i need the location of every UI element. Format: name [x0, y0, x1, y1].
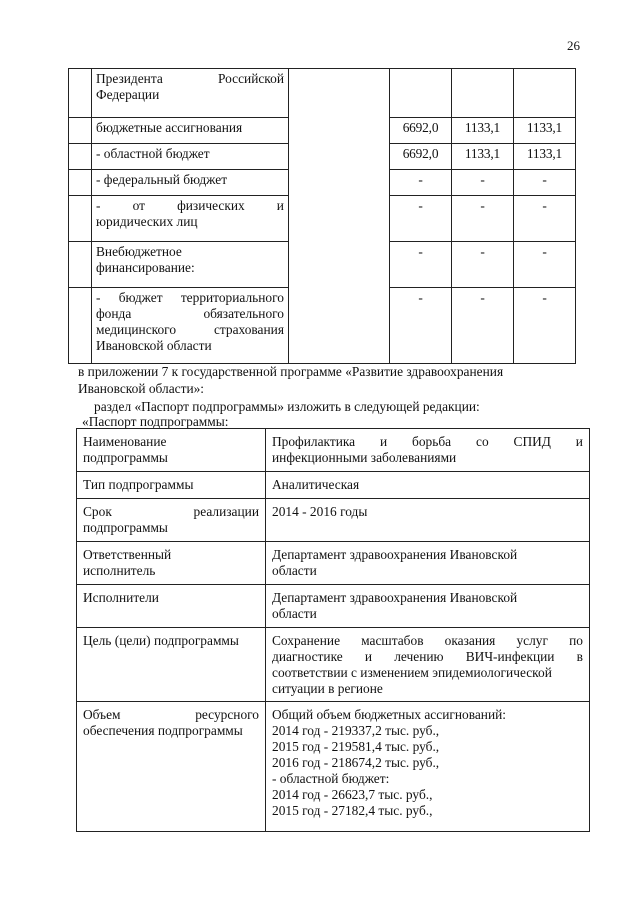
passport-value-line [272, 450, 583, 466]
finance-label-cell [92, 242, 289, 288]
passport-value-word: Аналитическая [272, 477, 360, 492]
passport-value-word: 2015 год - 27182,4 тыс. руб., [272, 803, 433, 818]
passport-value-word: инфекционными заболеваниями [272, 450, 457, 465]
row-index-cell [69, 69, 92, 118]
passport-value-word: в [576, 649, 583, 664]
passport-value-word: услуг [516, 633, 548, 648]
passport-value-word: лечению [394, 649, 444, 664]
passport-value-line [272, 739, 583, 755]
passport-value-word: Департамент здравоохранения Ивановской [272, 547, 518, 562]
passport-row [77, 585, 590, 628]
finance-value-cell: - [514, 196, 576, 242]
finance-label-word: территориального [180, 290, 284, 305]
passport-row [77, 499, 590, 542]
finance-table [68, 68, 576, 364]
passport-value-word: масштабов [361, 633, 424, 648]
passport-value-word: оказания [444, 633, 496, 648]
passport-value-line [272, 633, 583, 649]
passport-value-line [272, 787, 583, 803]
passport-value-line [272, 665, 583, 681]
passport-value-cell [266, 702, 590, 832]
passport-value-cell [266, 585, 590, 628]
passport-label-word: подпрограммы [83, 520, 168, 535]
finance-table-body [69, 69, 576, 364]
page-number: 26 [567, 38, 580, 53]
passport-value-line [272, 681, 583, 697]
passport-value-word: и [575, 434, 583, 449]
finance-value-cell: - [452, 242, 514, 288]
passport-value-word: соответствии с изменением эпидемиологической [272, 665, 552, 680]
passport-value-cell [266, 429, 590, 472]
passport-value-word: 2014 - 2016 годы [272, 504, 368, 519]
intro-line-3: раздел «Паспорт подпрограммы» изложить в следующей редакции: [94, 399, 480, 414]
finance-row [69, 69, 576, 118]
row-index-cell [69, 242, 92, 288]
intro-line-1: в приложении 7 к государственной программе «Развитие здравоохранения [78, 364, 504, 379]
finance-label-line [96, 71, 284, 87]
passport-value-line [272, 606, 583, 622]
passport-label-cell [77, 585, 266, 628]
passport-value-word: диагностике [272, 649, 343, 664]
finance-label-word: и [276, 198, 284, 213]
passport-label-line [83, 504, 259, 520]
passport-value-word: и [380, 434, 388, 449]
passport-label-word: Исполнители [83, 590, 159, 605]
merged-empty-cell [289, 69, 390, 364]
passport-table [76, 428, 590, 832]
finance-label-cell [92, 144, 289, 170]
finance-label-word: - [96, 290, 101, 305]
passport-value-word: 2015 год - 219581,4 тыс. руб., [272, 739, 440, 754]
finance-label-word: - областной бюджет [96, 146, 210, 161]
finance-value-cell: - [390, 170, 452, 196]
passport-label-line [83, 477, 259, 493]
row-index-cell [69, 288, 92, 364]
finance-value-cell: - [452, 196, 514, 242]
passport-value-line [272, 723, 583, 739]
finance-label-word: Федерации [96, 87, 160, 102]
finance-label-word: от [132, 198, 145, 213]
finance-label-word: страхования [213, 322, 284, 337]
passport-value-word: области [272, 563, 317, 578]
passport-value-word: и [364, 649, 373, 664]
finance-label-word: Внебюджетное [96, 244, 182, 259]
row-index-cell [69, 118, 92, 144]
row-index-cell [69, 196, 92, 242]
finance-label-line [96, 120, 284, 136]
finance-value-cell: - [390, 288, 452, 364]
passport-label-line [83, 547, 259, 563]
passport-value-line [272, 547, 583, 563]
finance-value-cell: - [514, 242, 576, 288]
passport-label-line [83, 563, 259, 579]
finance-label-cell [92, 69, 289, 118]
passport-row [77, 628, 590, 702]
passport-label-line [83, 520, 259, 536]
passport-label-cell [77, 702, 266, 832]
passport-label-word: реализации [193, 504, 259, 519]
passport-label-word: Тип подпрограммы [83, 477, 194, 492]
passport-value-word: Общий объем бюджетных ассигнований: [272, 707, 507, 722]
passport-value-word: СПИД [513, 434, 551, 449]
intro-line-2: Ивановской области»: [78, 381, 205, 396]
passport-value-line [272, 707, 583, 723]
passport-value-word: 2016 год - 218674,2 тыс. руб., [272, 755, 440, 770]
passport-row [77, 429, 590, 472]
passport-label-line [83, 707, 259, 723]
finance-label-word: бюджет [118, 290, 163, 305]
row-index-cell [69, 144, 92, 170]
passport-label-cell [77, 429, 266, 472]
finance-value-cell: - [390, 196, 452, 242]
finance-label-cell [92, 118, 289, 144]
passport-label-word: Объем [83, 707, 121, 722]
passport-label-line [83, 590, 259, 606]
passport-table-body [77, 429, 590, 832]
passport-value-word: 2014 год - 219337,2 тыс. руб., [272, 723, 440, 738]
passport-value-line [272, 803, 583, 819]
finance-label-line [96, 290, 284, 306]
passport-value-line [272, 563, 583, 579]
finance-value-cell [452, 69, 514, 118]
passport-label-word: исполнитель [83, 563, 156, 578]
passport-label-word: Ответственный [83, 547, 172, 562]
passport-value-word: 2014 год - 26623,7 тыс. руб., [272, 787, 433, 802]
finance-label-word: медицинского [96, 322, 177, 337]
passport-value-word: по [569, 633, 583, 648]
passport-row [77, 542, 590, 585]
finance-value-cell [390, 69, 452, 118]
passport-value-word: области [272, 606, 317, 621]
finance-label-line [96, 306, 284, 322]
passport-value-line [272, 771, 583, 787]
passport-label-line [83, 633, 259, 649]
passport-label-word: подпрограммы [83, 450, 168, 465]
finance-label-word: Президента [96, 71, 163, 86]
finance-label-line [96, 338, 284, 354]
finance-label-word: - [96, 198, 101, 213]
finance-value-cell [514, 69, 576, 118]
passport-value-word: Сохранение [272, 633, 341, 648]
finance-label-line [96, 244, 284, 260]
finance-label-line [96, 322, 284, 338]
passport-value-line [272, 504, 583, 520]
finance-label-word: финансирование: [96, 260, 195, 275]
finance-value-cell: - [390, 242, 452, 288]
finance-value-cell: - [452, 288, 514, 364]
passport-label-line [83, 434, 259, 450]
passport-value-line [272, 755, 583, 771]
passport-value-word: Департамент здравоохранения Ивановской [272, 590, 518, 605]
passport-value-word: борьба [412, 434, 452, 449]
finance-value-cell: 1133,1 [452, 118, 514, 144]
finance-label-line [96, 260, 284, 276]
finance-label-word: бюджетные ассигнования [96, 120, 243, 135]
passport-value-word: - областной бюджет: [272, 771, 390, 786]
passport-label-word: Наименование [83, 434, 167, 449]
finance-value-cell: 1133,1 [514, 144, 576, 170]
finance-label-word: фонда [96, 306, 132, 321]
passport-value-line [272, 477, 583, 493]
finance-label-word: Ивановской области [96, 338, 212, 353]
finance-value-cell: 1133,1 [452, 144, 514, 170]
finance-value-cell: - [514, 288, 576, 364]
passport-value-cell [266, 472, 590, 499]
passport-value-cell [266, 542, 590, 585]
finance-label-word: юридических лиц [96, 214, 198, 229]
finance-value-cell: 1133,1 [514, 118, 576, 144]
finance-label-word: - федеральный бюджет [96, 172, 228, 187]
finance-label-word: физических [177, 198, 245, 213]
passport-row [77, 472, 590, 499]
finance-label-cell [92, 170, 289, 196]
passport-label-cell [77, 542, 266, 585]
passport-row [77, 702, 590, 832]
passport-heading: «Паспорт подпрограммы: [82, 414, 229, 429]
passport-label-line [83, 450, 259, 466]
passport-label-word: ресурсного [195, 707, 259, 722]
finance-value-cell: 6692,0 [390, 118, 452, 144]
finance-value-cell: 6692,0 [390, 144, 452, 170]
passport-value-word: ВИЧ-инфекции [465, 649, 555, 664]
passport-value-line [272, 434, 583, 450]
passport-value-word: Профилактика [272, 434, 356, 449]
passport-label-cell [77, 472, 266, 499]
passport-value-line [272, 649, 583, 665]
finance-label-line [96, 214, 284, 230]
finance-label-line [96, 172, 284, 188]
finance-value-cell: - [514, 170, 576, 196]
passport-label-line [83, 723, 259, 739]
passport-label-word: Цель (цели) подпрограммы [83, 633, 239, 648]
finance-label-word: Российской [218, 71, 284, 86]
passport-value-cell [266, 499, 590, 542]
finance-label-cell [92, 196, 289, 242]
finance-value-cell: - [452, 170, 514, 196]
finance-label-line [96, 146, 284, 162]
passport-value-word: со [476, 434, 489, 449]
row-index-cell [69, 170, 92, 196]
finance-label-word: обязательного [203, 306, 284, 321]
passport-label-cell [77, 628, 266, 702]
passport-value-word: ситуации в регионе [272, 681, 383, 696]
finance-label-cell [92, 288, 289, 364]
passport-label-word: Срок [83, 504, 112, 519]
passport-label-cell [77, 499, 266, 542]
finance-label-line [96, 198, 284, 214]
finance-label-line [96, 87, 284, 103]
passport-value-cell [266, 628, 590, 702]
passport-label-word: обеспечения подпрограммы [83, 723, 243, 738]
passport-value-line [272, 590, 583, 606]
